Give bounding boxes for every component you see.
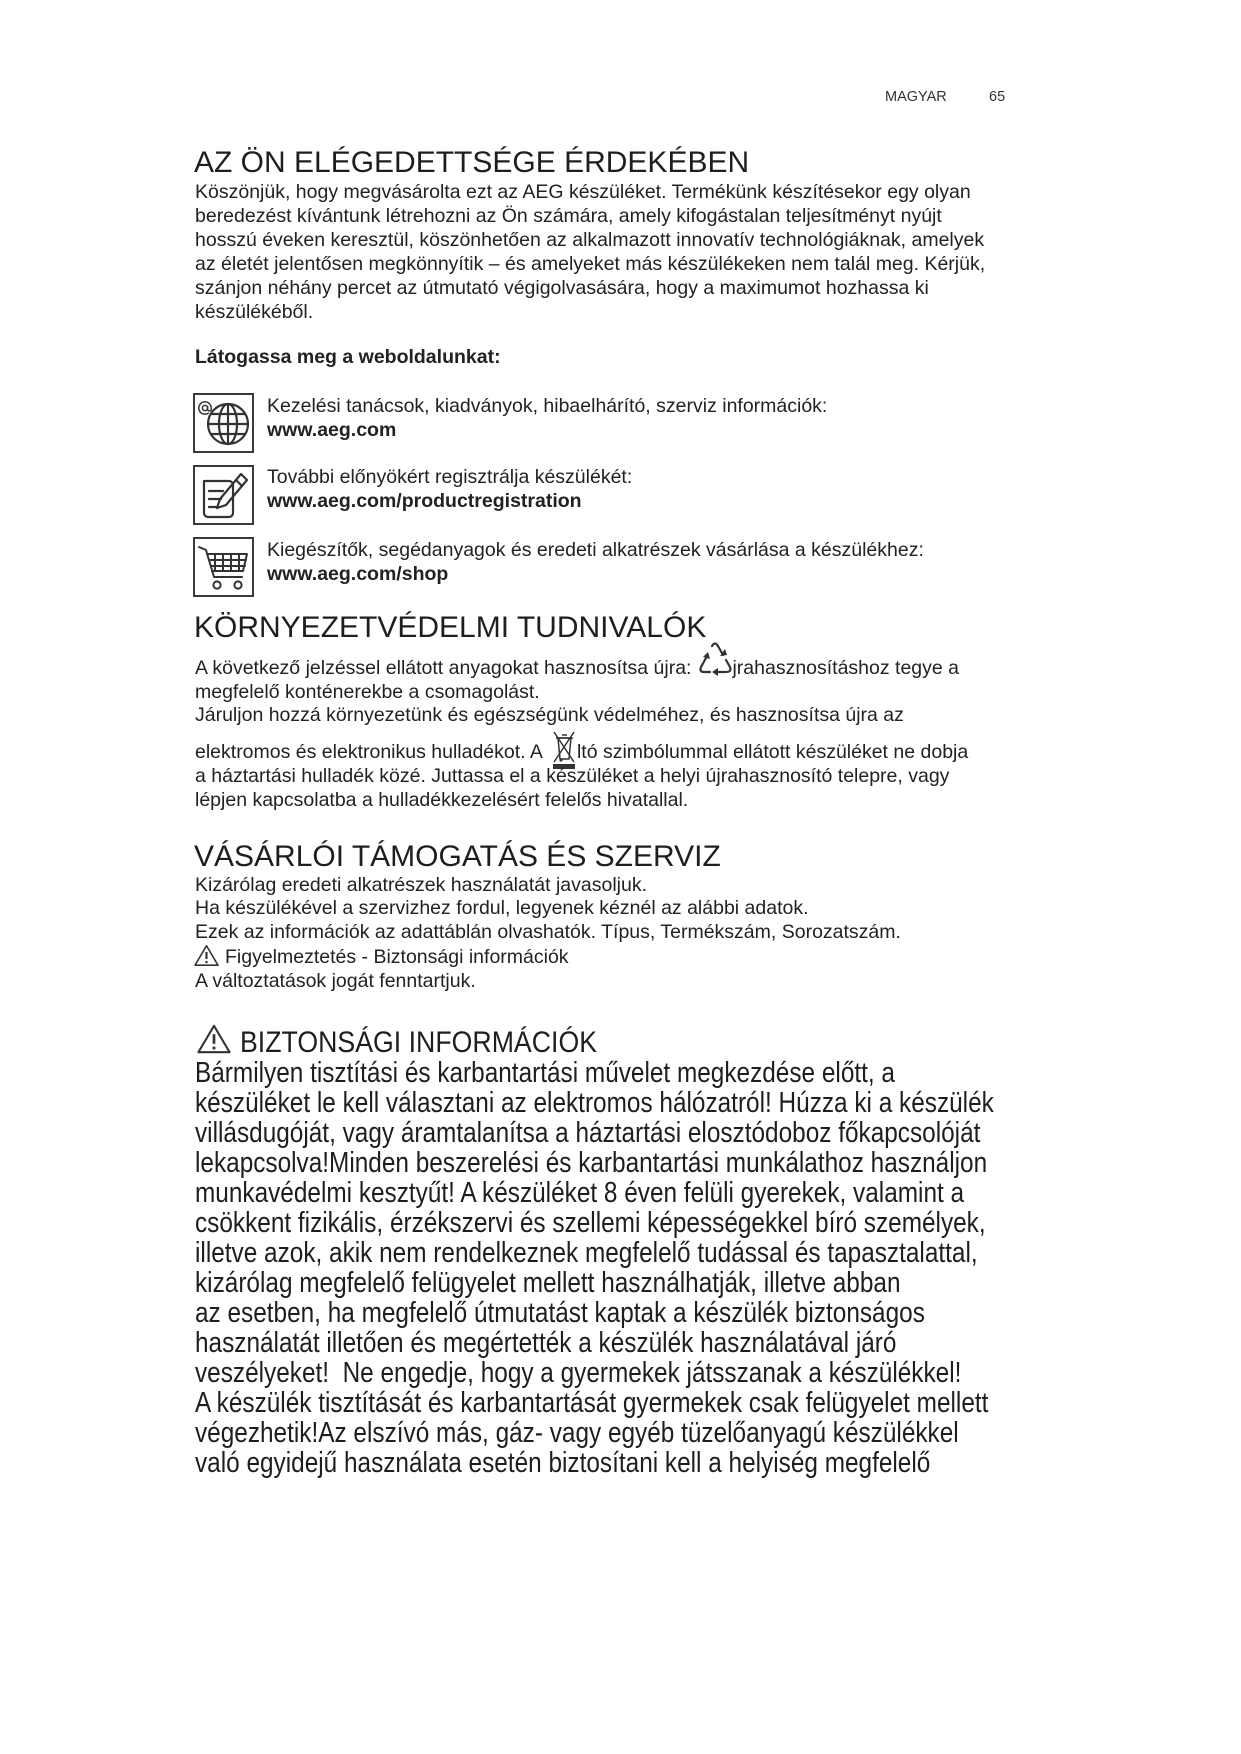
environment-line [195,740,968,764]
icon-slot [691,656,732,680]
environment-line: megfelelő konténerekbe a csomagolást. [195,681,540,703]
rights-note: A változtatások jogát fenntartjuk. [195,970,476,992]
globe-at-icon [195,395,252,451]
recycling-icon [698,640,732,680]
environment-line: lépjen kapcsolatba a hulladékkezelésért felelős hivatallal. [195,789,689,811]
text-segment: jrahasznosításhoz tegye a [732,657,960,679]
link-row-registration [267,465,632,513]
paragraph-line: Köszönjük, hogy megvásárolta ezt az AEG készüléket. Termékünk készítésekor egy olyan [195,181,971,203]
link-description: Kezelési tanácsok, kiadványok, hibaelhárító, szerviz információk: [267,395,828,417]
warning-note: Figyelmeztetés - Biztonsági információk [225,946,569,968]
warning-triangle-icon [193,944,220,967]
registration-pad-icon [195,467,252,523]
safety-line: használatát illetően és megértették a készülék használatával járó [195,1327,897,1359]
support-line: Kizárólag eredeti alkatrészek használatát javasoljuk. [195,874,647,896]
icon-box [193,393,254,453]
satisfaction-heading: AZ ÖN ELÉGEDETTSÉGE ÉRDEKÉBEN [194,146,750,179]
safety-line: végezhetik!Az elszívó más, gáz- vagy egyéb tüzelőanyagú készülékkel [195,1417,959,1449]
safety-line: illetve azok, akik nem rendelkeznek megfelelő tudással és tapasztalattal, [195,1237,978,1269]
header-language: MAGYAR [885,89,947,105]
visit-website-label: Látogassa meg a weboldalunkat: [195,346,501,368]
link-row-support [267,394,827,442]
shopping-cart-icon [195,539,252,595]
icon-box [193,465,254,525]
environment-line: Járuljon hozzá környezetünk és egészségünk védelméhez, és hasznosítsa újra az [195,704,904,726]
header-page-number: 65 [989,89,1006,105]
safety-line: veszélyeket! Ne engedje, hogy a gyermekek játsszanak a készülékkel! [195,1357,962,1389]
safety-line: A készülék tisztítását és karbantartását gyermekek csak felügyelet mellett [195,1387,989,1419]
warning-triangle-icon [196,1023,232,1055]
safety-line: munkavédelmi kesztyűt! A készüléket 8 éven felüli gyerekek, valamint a [195,1177,965,1209]
icon-box [193,537,254,597]
safety-line: való egyidejű használata esetén biztosítani kell a helyiség megfelelő [195,1447,931,1479]
safety-line: Bármilyen tisztítási és karbantartási művelet megkezdése előtt, a [195,1057,895,1089]
support-heading: VÁSÁRLÓI TÁMOGATÁS ÉS SZERVIZ [194,840,721,873]
link-url: www.aeg.com/shop [267,563,449,585]
safety-line: kizárólag megfelelő felügyelet mellett használhatják, illetve abban [195,1267,901,1299]
paragraph-line: hosszú éveken keresztül, köszönhetően az alkalmazott innovatív technológiáknak, amelyek [195,229,985,251]
icon-slot [543,740,577,764]
paragraph-line: az életét jelentősen megkönnyítik – és amelyeket más készülékeken nem talál meg. Kérjük, [195,253,986,275]
link-url: www.aeg.com [267,419,397,441]
safety-heading [196,1025,796,1061]
environment-line [195,656,959,680]
text-segment: elektromos és elektronikus hulladékot. A [195,741,543,763]
paragraph-line: beredezést kívántunk létrehozni az Ön számára, amely kifogástalan teljesítményt nyújt [195,205,942,227]
safety-line: az esetben, ha megfelelő útmutatást kaptak a készülék biztonságos [195,1297,925,1329]
link-description: További előnyökért regisztrálja készülékét: [267,466,633,488]
link-row-shop [267,538,924,586]
paragraph-line: készülékéből. [195,301,314,323]
safety-heading-text: BIZTONSÁGI INFORMÁCIÓK [240,1026,598,1059]
link-url: www.aeg.com/productregistration [267,490,582,512]
satisfaction-paragraph [195,180,985,324]
environment-line: a háztartási hulladék közé. Juttassa el a készüléket a helyi újrahasznosító telepre, vagy [195,765,950,787]
text-segment: A következő jelzéssel ellátott anyagokat hasznosítsa újra: [195,657,692,679]
safety-line: készüléket le kell választani az elektromos hálózatról! Húzza ki a készülék [195,1087,994,1119]
support-line: Ezek az információk az adattáblán olvashatók. Típus, Termékszám, Sorozatszám. [195,921,901,943]
safety-line: lekapcsolva!Minden beszerelési és karbantartási munkálathoz használjon [195,1147,988,1179]
environment-heading: KÖRNYEZETVÉDELMI TUDNIVALÓK [194,611,707,644]
safety-line: villásdugóját, vagy áramtalanítsa a háztartási elosztódoboz főkapcsolóját [195,1117,981,1149]
safety-paragraph [195,1058,1195,1478]
paragraph-line: szánjon néhány percet az útmutató végigolvasására, hogy a maximumot hozhassa ki [195,277,929,299]
text-segment: ltó szimbólummal ellátott készüléket ne dobja [576,741,969,763]
safety-line: csökkent fizikális, érzékszervi és szellemi képességekkel bíró személyek, [195,1207,986,1239]
support-line: Ha készülékével a szervizhez fordul, legyenek kéznél az alábbi adatok. [195,897,809,919]
link-description: Kiegészítők, segédanyagok és eredeti alkatrészek vásárlása a készülékhez: [267,539,924,561]
